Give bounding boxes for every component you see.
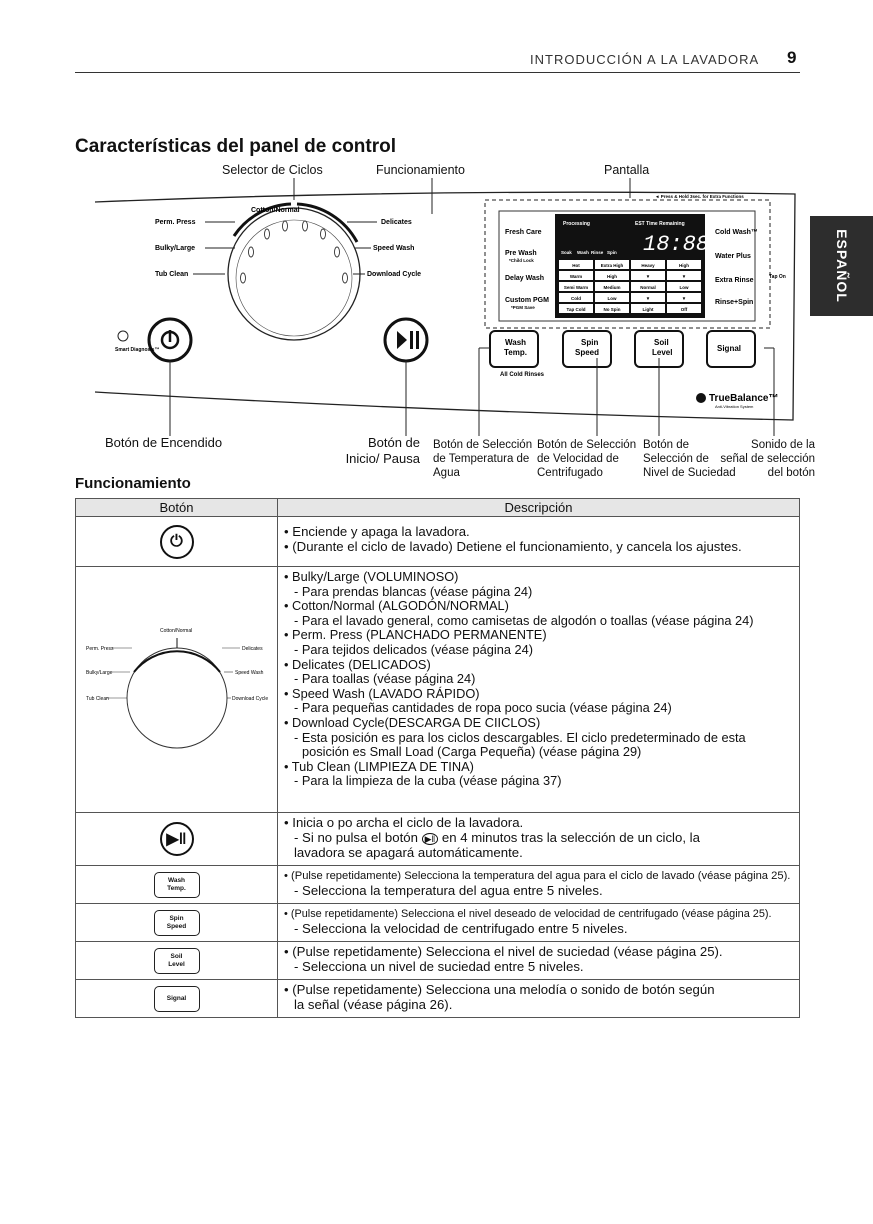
mini-bulky: Bulky/Large — [85, 670, 112, 676]
callout-vel — [537, 438, 636, 480]
signal-icon: Signal — [154, 986, 200, 1012]
truebalance-text: TrueBalance™ — [709, 393, 779, 404]
dial-download-text: Download Cycle — [367, 271, 422, 278]
label-funcionamiento: Funcionamiento — [376, 163, 465, 177]
dial-desc-6: - Para tejidos delicados (véase página 24) — [294, 641, 534, 657]
wash-temp-line2: Temp. — [504, 348, 527, 357]
wash-icon-l2: Temp. — [167, 884, 186, 892]
water-plus-text: Water Plus — [715, 253, 751, 260]
wash-desc-1: • (Pulse repetidamente) Selecciona la temperatura del agua para el ciclo de lavado (véase página 25). — [284, 870, 791, 882]
icon-rinse-text: Rinse — [591, 250, 604, 255]
lcd-cell-text: Heavy — [641, 263, 655, 268]
dial-desc-3: • Cotton/Normal (ALGODÓN/NORMAL) — [284, 598, 509, 614]
dial-bulky-text: Bulky/Large — [155, 245, 196, 252]
label-pantalla: Pantalla — [604, 163, 650, 177]
wash-temp-icon — [154, 872, 200, 898]
lcd-cell-text: Low — [607, 296, 617, 301]
display-left-buttons — [505, 229, 549, 310]
lcd-cell-text: High — [679, 263, 689, 268]
dial-desc-4: - Para el lavado general, como camisetas de algodón o toallas (véase página 24) — [294, 612, 754, 628]
extra-rinse-text: Extra Rinse — [715, 277, 754, 284]
inline-start-icon: ▶‖ — [422, 833, 439, 845]
remaining-text: EST Time Remaining — [635, 221, 685, 227]
spin-icon-l2: Speed — [166, 922, 187, 930]
section-title: Funcionamiento — [75, 475, 191, 492]
soil-level-line1: Soil — [654, 338, 669, 347]
spin-icon-l1: Spin — [169, 914, 184, 922]
row-signal-icon-cell — [76, 980, 278, 1018]
custom-pgm-text: Custom PGM — [505, 297, 549, 304]
callout-son-line1: Sonido de la — [751, 439, 815, 451]
control-panel-illustration — [75, 178, 800, 440]
soil-desc-1: • (Pulse repetidamente) Selecciona el nivel de suciedad (véase página 25). — [284, 944, 723, 959]
row-start-description — [278, 813, 800, 866]
start-desc-3: en 4 minutos tras la selección de un ciclo, la — [441, 829, 700, 845]
cycle-dial-icon — [82, 618, 272, 758]
page-title: Características del panel de control — [75, 136, 397, 157]
row-start-icon-cell — [76, 813, 278, 866]
label-selector: Selector de Ciclos — [222, 163, 323, 177]
delay-wash-text: Delay Wash — [505, 275, 545, 282]
callout-encendido: Botón de Encendido — [105, 435, 223, 450]
dial-desc-9: • Speed Wash (LAVADO RÁPIDO) — [284, 685, 480, 701]
col-header-description: Descripción — [278, 499, 800, 517]
row-power-description — [278, 517, 800, 567]
callout-son-line2: señal de selección — [720, 453, 815, 465]
callout-inicio — [330, 435, 420, 467]
lcd-cell-text: Low — [679, 285, 689, 290]
power-desc-1: • Enciende y apaga la lavadora. — [284, 524, 470, 539]
wash-desc-2: - Selecciona la temperatura del agua entre 5 niveles. — [294, 882, 603, 898]
pre-wash-text: Pre Wash — [505, 250, 537, 257]
dial-desc-2: - Para prendas blancas (véase página 24) — [294, 583, 533, 599]
dial-desc-10: - Para pequeñas cantidades de ropa poco sucia (véase página 24) — [294, 700, 672, 716]
lcd-cell-text: Off — [680, 307, 688, 312]
dial-desc-11: • Download Cycle(DESCARGA DE CIICLOS) — [284, 714, 541, 730]
dial-desc-15: - Para la limpieza de la cuba (véase página 37) — [294, 773, 562, 789]
callout-vel-line3: Centrifugado — [537, 467, 603, 479]
mini-cotton: Cotton/Normal — [159, 628, 192, 634]
wash-icon-l1: Wash — [167, 876, 186, 884]
row-dial-icon-cell — [76, 567, 278, 813]
start-desc-4: lavadora se apagará automáticamente. — [294, 845, 523, 860]
dial-cotton-text: Cotton/Normal — [251, 207, 300, 214]
soil-icon-l2: Level — [168, 960, 185, 968]
smart-diagnosis-text: Smart Diagnosis™ — [115, 347, 160, 353]
lcd-digits: 18:88 — [643, 232, 710, 257]
dial-notches — [241, 221, 348, 283]
child-lock-text: *Child Lock — [509, 258, 534, 263]
icon-soak-text: Soak — [561, 250, 572, 255]
callout-son — [718, 438, 815, 480]
lcd-cell-text: High — [607, 274, 617, 279]
wash-temp-line1: Wash — [505, 338, 527, 347]
dial-desc-12: - Esta posición es para los ciclos descargables. El ciclo predeterminado de esta — [294, 729, 746, 745]
lcd-cell-text: Warm — [569, 274, 583, 279]
play-icon — [397, 331, 407, 349]
dial-speed-text: Speed Wash — [373, 245, 415, 252]
dial-delicates-text: Delicates — [381, 219, 412, 226]
running-header: INTRODUCCIÓN A LA LAVADORA — [530, 52, 760, 67]
dial-desc-14: • Tub Clean (LIMPIEZA DE TINA) — [284, 758, 474, 774]
dial-tub-text: Tub Clean — [155, 271, 189, 278]
dial-desc-8: - Para toallas (véase página 24) — [294, 671, 476, 687]
row-spin-description — [278, 904, 800, 942]
callout-suc-line3: Nivel de Suciedad — [643, 467, 736, 479]
cold-wash-text: Cold Wash™ — [715, 229, 758, 236]
spin-desc-1: • (Pulse repetidamente) Selecciona el nivel deseado de velocidad de centrifugado (véase página 25). — [284, 908, 772, 920]
truebalance-icon — [696, 393, 706, 403]
display-right-buttons — [715, 229, 758, 306]
dial-desc-1: • Bulky/Large (VOLUMINOSO) — [284, 569, 459, 584]
lcd-cell-text: Cold — [571, 296, 581, 301]
dial-desc-13: posición es Small Load (Carga Pequeña) (véase página 29) — [302, 744, 642, 760]
dial-ring — [228, 208, 360, 340]
lcd-cell-text: ▼ — [645, 296, 651, 301]
callout-temp-line2: de Temperatura de — [433, 453, 530, 465]
lcd-cell-text: Normal — [640, 285, 656, 290]
lcd-cell-text: Semi Warm — [563, 285, 589, 290]
hold-text: ◄ Press & Hold 3sec. for Extra Functions — [655, 194, 744, 199]
dial-perm-text: Perm. Press — [155, 219, 196, 226]
dial-desc-5: • Perm. Press (PLANCHADO PERMANENTE) — [284, 627, 547, 643]
callout-suc-line1: Botón de — [643, 439, 690, 451]
fresh-care-text: Fresh Care — [505, 229, 542, 236]
lcd-cell-text: Light — [642, 307, 654, 312]
callout-temp-line1: Botón de Selección — [433, 439, 533, 451]
lcd-cell-text: No Spin — [603, 307, 621, 312]
pgm-save-text: *PGM Save — [511, 305, 535, 310]
callout-suc-line2: Selección de — [643, 453, 709, 465]
power-desc-2: • (Durante el ciclo de lavado) Detiene el funcionamiento, y cancela los ajustes. — [284, 538, 742, 554]
col-header-button: Botón — [76, 499, 278, 517]
rinse-spin-text: Rinse+Spin — [715, 299, 754, 306]
signal-desc-2: la señal (véase página 26). — [294, 996, 453, 1012]
callout-temp — [433, 438, 532, 480]
lcd-cell-text: Tap Cold — [566, 307, 586, 312]
truebalance-sub: Anti-Vibration System — [715, 404, 754, 409]
spin-speed-line2: Speed — [575, 348, 600, 357]
start-pause-icon: ▶‖ — [160, 822, 194, 856]
mini-perm: Perm. Press — [85, 646, 114, 652]
soil-level-line2: Level — [652, 348, 673, 357]
header-rule — [75, 72, 800, 73]
page-number: 9 — [787, 48, 797, 67]
mini-tub: Tub Clean — [85, 696, 109, 702]
soil-icon-l1: Soil — [170, 952, 183, 960]
spin-desc-2: - Selecciona la velocidad de centrifugado entre 5 niveles. — [294, 920, 628, 936]
power-icon: ⏻ — [160, 525, 194, 559]
spin-speed-line1: Spin — [581, 338, 599, 347]
callout-inicio-line1: Botón de — [367, 435, 420, 450]
function-table — [75, 498, 800, 1018]
start-desc-1: • Inicia o po archa el ciclo de la lavadora. — [284, 815, 524, 830]
signal-text: Signal — [717, 344, 742, 353]
callout-vel-line2: de Velocidad de — [537, 453, 619, 465]
start-desc-2: - Si no pulsa el botón — [294, 829, 418, 845]
language-tab — [810, 216, 873, 316]
spin-speed-icon — [154, 910, 200, 936]
row-power-icon-cell — [76, 517, 278, 567]
callout-vel-line1: Botón de Selección — [537, 439, 637, 451]
signal-desc-1: • (Pulse repetidamente) Selecciona una melodía o sonido de botón según — [284, 982, 715, 997]
callout-temp-line3: Agua — [433, 467, 460, 479]
row-soil-description — [278, 942, 800, 980]
callout-inicio-line2: Inicio/ Pausa — [345, 451, 420, 466]
icon-spin-text: Spin — [607, 250, 617, 255]
all-cold-text: All Cold Rinses — [500, 372, 545, 378]
lcd-cell-text: Hot — [572, 263, 580, 268]
smart-diagnosis-icon — [118, 331, 128, 341]
row-soil-icon-cell — [76, 942, 278, 980]
soil-level-icon — [154, 948, 200, 974]
dial-desc-7: • Delicates (DELICADOS) — [284, 656, 431, 672]
dial-inner — [236, 220, 352, 336]
tap-on-text: Tap On — [769, 274, 786, 280]
row-spin-icon-cell — [76, 904, 278, 942]
mini-download: Download Cycle — [231, 696, 268, 702]
callout-son-line3: del botón — [767, 467, 815, 479]
lcd-cell-text: ▼ — [681, 274, 687, 279]
lcd-cell-text: Medium — [603, 285, 621, 290]
icon-wash-text: Wash — [577, 250, 589, 255]
row-dial-description — [278, 567, 800, 813]
lcd-cell-text: ▼ — [681, 296, 687, 301]
row-wash-icon-cell — [76, 866, 278, 904]
lcd-cell-text: ▼ — [645, 274, 651, 279]
processing-text: Processing — [563, 221, 590, 227]
row-wash-description — [278, 866, 800, 904]
row-signal-description — [278, 980, 800, 1018]
soil-desc-2: - Selecciona un nivel de suciedad entre 5 niveles. — [294, 958, 584, 974]
lcd-cell-text: Extra High — [600, 263, 624, 268]
mini-speed: Speed Wash — [234, 670, 263, 676]
mini-delicates: Delicates — [241, 646, 263, 652]
language-tab-label: ESPAÑOL — [833, 229, 850, 303]
